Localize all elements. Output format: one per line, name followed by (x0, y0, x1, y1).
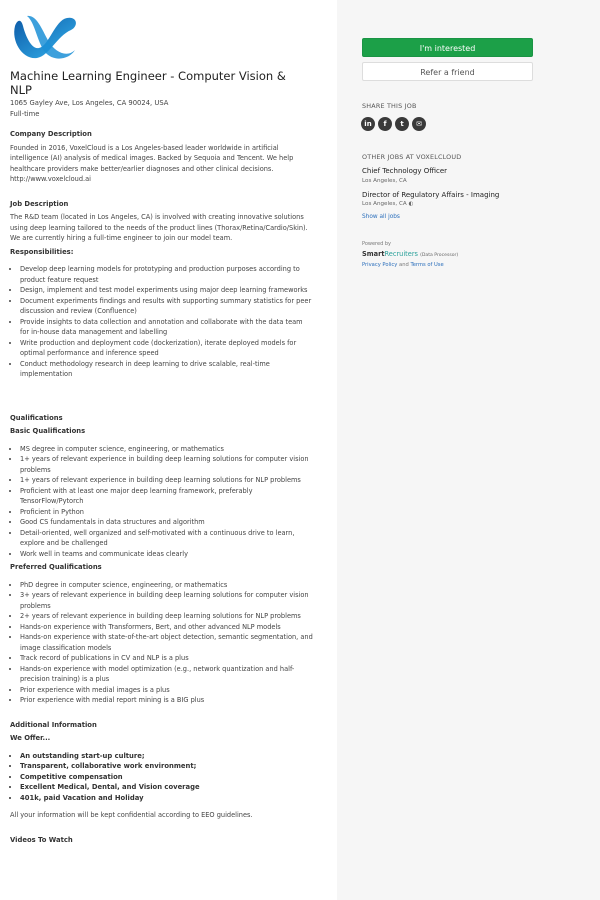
data-processor-label: (Data Processor) (420, 253, 459, 258)
sidebar (337, 0, 600, 900)
other-job-location: Los Angeles, CA (362, 178, 407, 184)
remote-half-icon: ◐ (408, 201, 414, 207)
job-title: Machine Learning Engineer - Computer Vision & NLP (10, 69, 286, 97)
facebook-icon[interactable]: f (378, 117, 392, 131)
and-text: and (399, 262, 409, 268)
email-icon[interactable]: ✉ (412, 117, 426, 131)
we-offer-heading: We Offer... (10, 734, 51, 742)
confidential-note: All your information will be kept confidential according to EEO guidelines. (10, 811, 253, 819)
list-item: • Competitive compensation (20, 772, 313, 783)
list-item: • 1+ years of relevant experience in building deep learning solutions for computer vision problems (20, 454, 313, 475)
list-item: • Develop deep learning models for prototyping and production purposes according to product feature request (20, 264, 313, 285)
refer-friend-button[interactable]: Refer a friend (362, 62, 533, 81)
list-item: • Hands-on experience with state-of-the-art object detection, semantic segmentation, and image classification models (20, 632, 313, 653)
qualifications-heading: Qualifications (10, 413, 63, 422)
list-item: • 2+ years of relevant experience in building deep learning solutions for NLP problems (20, 611, 313, 622)
other-jobs-label: OTHER JOBS AT VOXELCLOUD (362, 153, 462, 161)
other-job-title[interactable]: Chief Technology Officer (362, 167, 448, 175)
show-all-jobs-link[interactable]: Show all jobs (362, 214, 400, 220)
preferred-qualifications-heading: Preferred Qualifications (10, 563, 102, 571)
videos-heading: Videos To Watch (10, 835, 73, 844)
share-icons (361, 117, 426, 131)
sr-smart-text: Smart (362, 250, 385, 258)
list-item: • An outstanding start-up culture; (20, 751, 313, 762)
company-description-heading: Company Description (10, 130, 92, 138)
list-item: • Prior experience with medial images is a plus (20, 685, 313, 696)
voxelcloud-logo (9, 12, 79, 64)
twitter-icon[interactable]: t (395, 117, 409, 131)
list-item: • 3+ years of relevant experience in building deep learning solutions for computer vision problems (20, 590, 313, 611)
privacy-policy-link[interactable]: Privacy Policy (362, 262, 398, 268)
list-item: • MS degree in computer science, engineering, or mathematics (20, 444, 313, 455)
list-item: • Excellent Medical, Dental, and Vision coverage (20, 782, 313, 793)
offers-list (10, 751, 313, 804)
basic-qualifications-list (10, 444, 313, 560)
list-item: • Detail-oriented, well organized and self-motivated with a continuous drive to learn, explore and be challenged (20, 528, 313, 549)
powered-by-label: Powered by (362, 241, 391, 247)
interested-button[interactable]: I'm interested (362, 38, 533, 57)
list-item: • 401k, paid Vacation and Holiday (20, 793, 313, 804)
responsibilities-list (10, 264, 313, 380)
additional-information-heading: Additional Information (10, 720, 97, 729)
list-item: • PhD degree in computer science, engineering, or mathematics (20, 580, 313, 591)
list-item: • Write production and deployment code (dockerization), iterate deployed models for optimal performance and inference speed (20, 338, 313, 359)
company-description-text: Founded in 2016, VoxelCloud is a Los Angeles-based leader worldwide in artificial intelligence (AI) analysis of medical images. Backed by Sequoia and Tencent. We help healthcare providers make better/earlier diagnoses and other clinical decisions. http://www.voxelcloud.ai (10, 143, 294, 183)
list-item: • Design, implement and test model experiments using major deep learning frameworks (20, 285, 313, 296)
job-description-heading: Job Description (10, 199, 69, 208)
share-label: SHARE THIS JOB (362, 102, 417, 110)
list-item: • Transparent, collaborative work environment; (20, 761, 313, 772)
list-item: • Work well in teams and communicate ideas clearly (20, 549, 313, 560)
list-item: • Track record of publications in CV and NLP is a plus (20, 653, 313, 664)
responsibilities-heading: Responsibilities: (10, 247, 74, 256)
list-item: • Proficient in Python (20, 507, 313, 518)
policy-links (362, 262, 444, 268)
list-item: • Conduct methodology research in deep learning to drive scalable, real-time implementation (20, 359, 313, 380)
list-item: • Document experiments findings and results with supporting summary statistics for peer discussion and review (Confluence) (20, 296, 313, 317)
list-item: • Proficient with at least one major deep learning framework, preferably TensorFlow/Pytorch (20, 486, 313, 507)
list-item: • Hands-on experience with Transformers, Bert, and other advanced NLP models (20, 622, 313, 633)
preferred-qualifications-list (10, 580, 313, 706)
sr-recruiters-text: Recruiters (384, 250, 418, 258)
other-job-location (362, 201, 413, 207)
list-item: • Prior experience with medial report mining is a BIG plus (20, 695, 313, 706)
terms-of-use-link[interactable]: Terms of Use (410, 262, 444, 268)
job-type: Full-time (10, 110, 40, 118)
job-address: 1065 Gayley Ave, Los Angeles, CA 90024, USA (10, 99, 169, 107)
other-job-location-text: Los Angeles, CA (362, 201, 407, 207)
linkedin-icon[interactable]: in (361, 117, 375, 131)
other-job-title[interactable]: Director of Regulatory Affairs - Imaging (362, 191, 500, 199)
list-item: • 1+ years of relevant experience in building deep learning solutions for NLP problems (20, 475, 313, 486)
list-item: • Good CS fundamentals in data structures and algorithm (20, 517, 313, 528)
basic-qualifications-heading: Basic Qualifications (10, 427, 86, 435)
job-description-text: The R&D team (located in Los Angeles, CA) is involved with creating innovative solutions using deep learning tailored to the needs of the product lines (Thorax/Retina/Cardio/Skin). We are currently hiring a full-time engineer to join our model team. (10, 213, 308, 242)
job-content (10, 129, 313, 845)
list-item: • Provide insights to data collection and annotation and collaborate with the data team for in-house data management and labelling (20, 317, 313, 338)
list-item: • Hands-on experience with model optimization (e.g., network quantization and half-precision training) is a plus (20, 664, 313, 685)
smartrecruiters-logo[interactable] (362, 250, 458, 258)
